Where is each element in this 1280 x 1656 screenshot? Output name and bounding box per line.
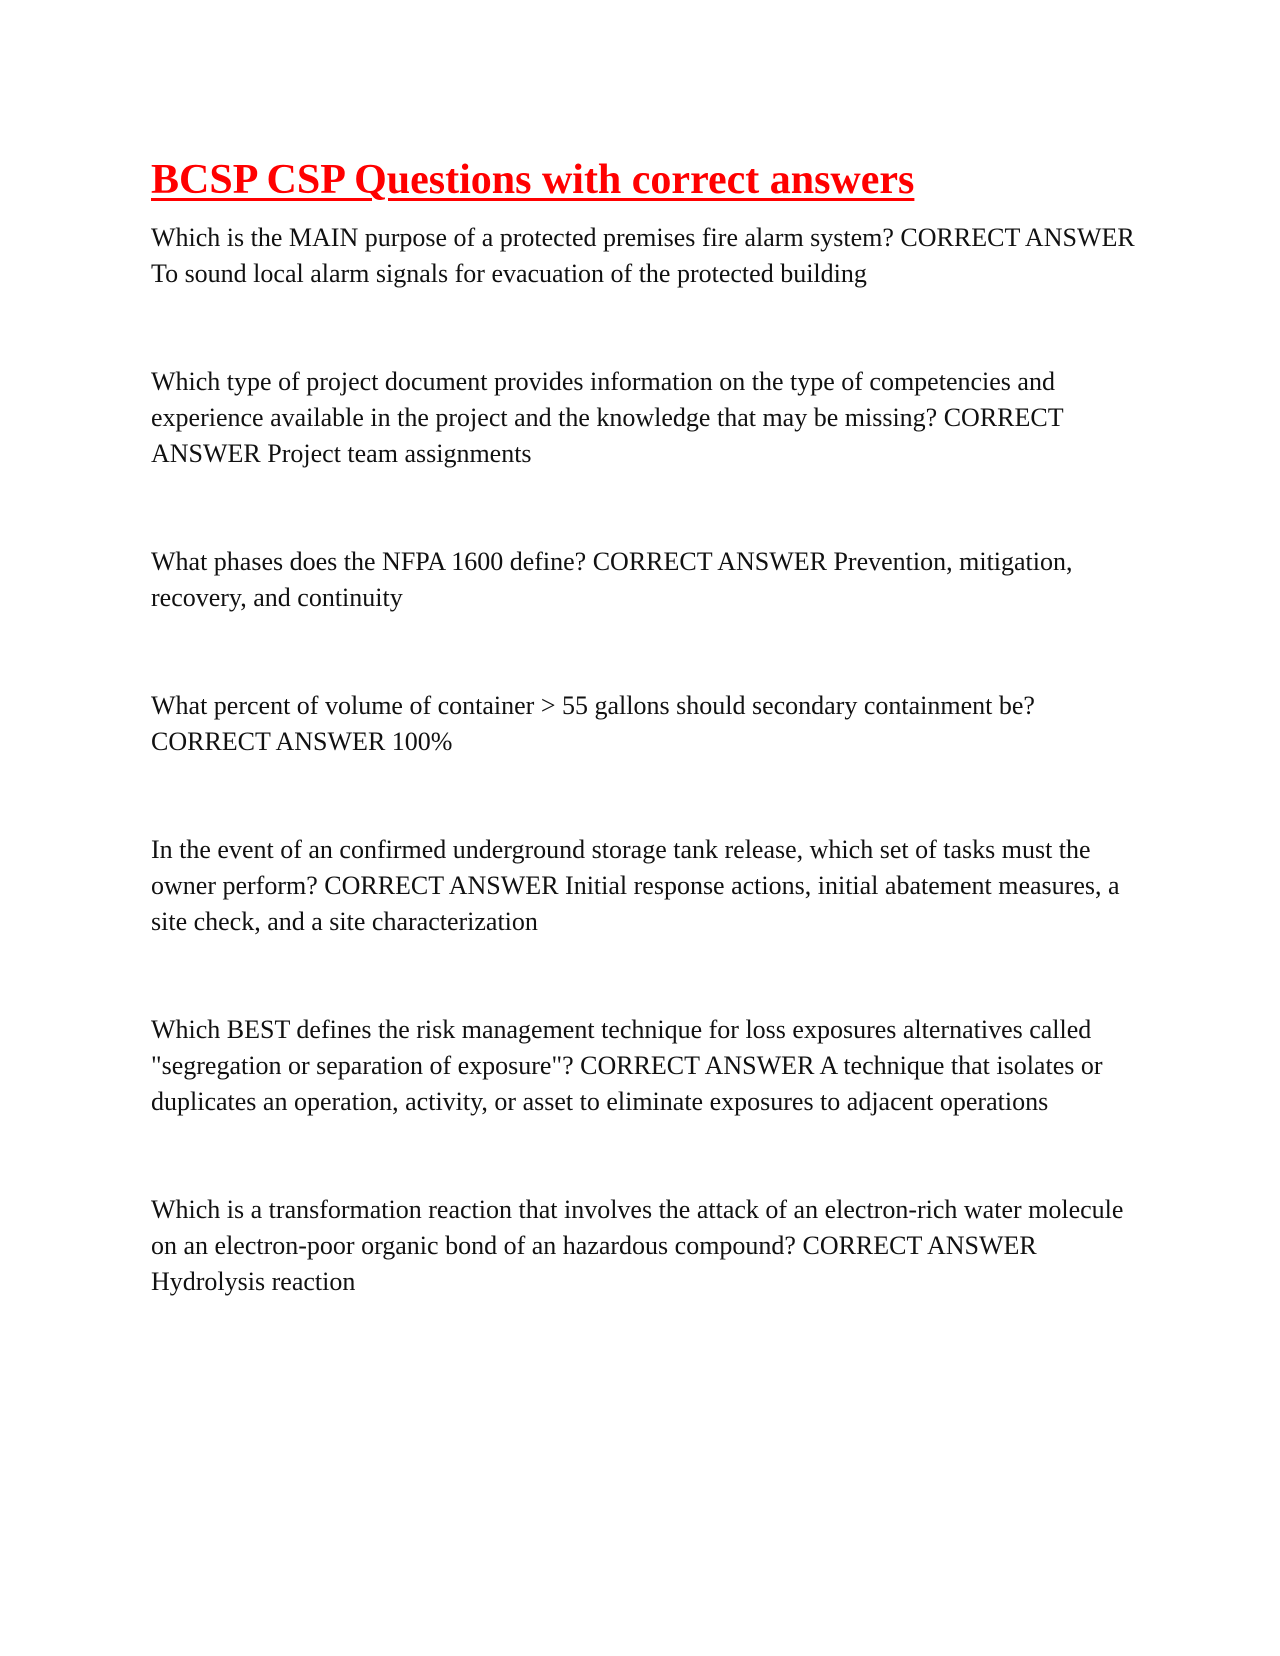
qa-item: Which is the MAIN purpose of a protected premises fire alarm system? CORRECT ANSWER To sound local alarm signals for evacuation of the protected building — [151, 223, 1135, 288]
document-page — [151, 150, 1141, 1372]
qa-item: Which BEST defines the risk management technique for loss exposures alternatives called "segregation or separation of exposure"? CORRECT ANSWER A technique that isolates or duplicates an operation, activity, or asset to eliminate exposures to adjacent operations — [151, 1015, 1103, 1116]
document-title: BCSP CSP Questions with correct answers — [151, 157, 915, 203]
qa-item: What percent of volume of container > 55 gallons should secondary containment be? CORRECT ANSWER 100% — [151, 691, 1035, 756]
qa-item: Which is a transformation reaction that involves the attack of an electron-rich water molecule on an electron-poor organic bond of an hazardous compound? CORRECT ANSWER Hydrolysis reaction — [151, 1195, 1124, 1296]
qa-item: What phases does the NFPA 1600 define? CORRECT ANSWER Prevention, mitigation, recovery, and continuity — [151, 547, 1073, 612]
qa-item: Which type of project document provides information on the type of competencies and experience available in the project and the knowledge that may be missing? CORRECT ANSWER Project team assignments — [151, 367, 1064, 468]
qa-item: In the event of an confirmed underground storage tank release, which set of tasks must the owner perform? CORRECT ANSWER Initial response actions, initial abatement measures, a site check, and a site characterization — [151, 835, 1120, 936]
